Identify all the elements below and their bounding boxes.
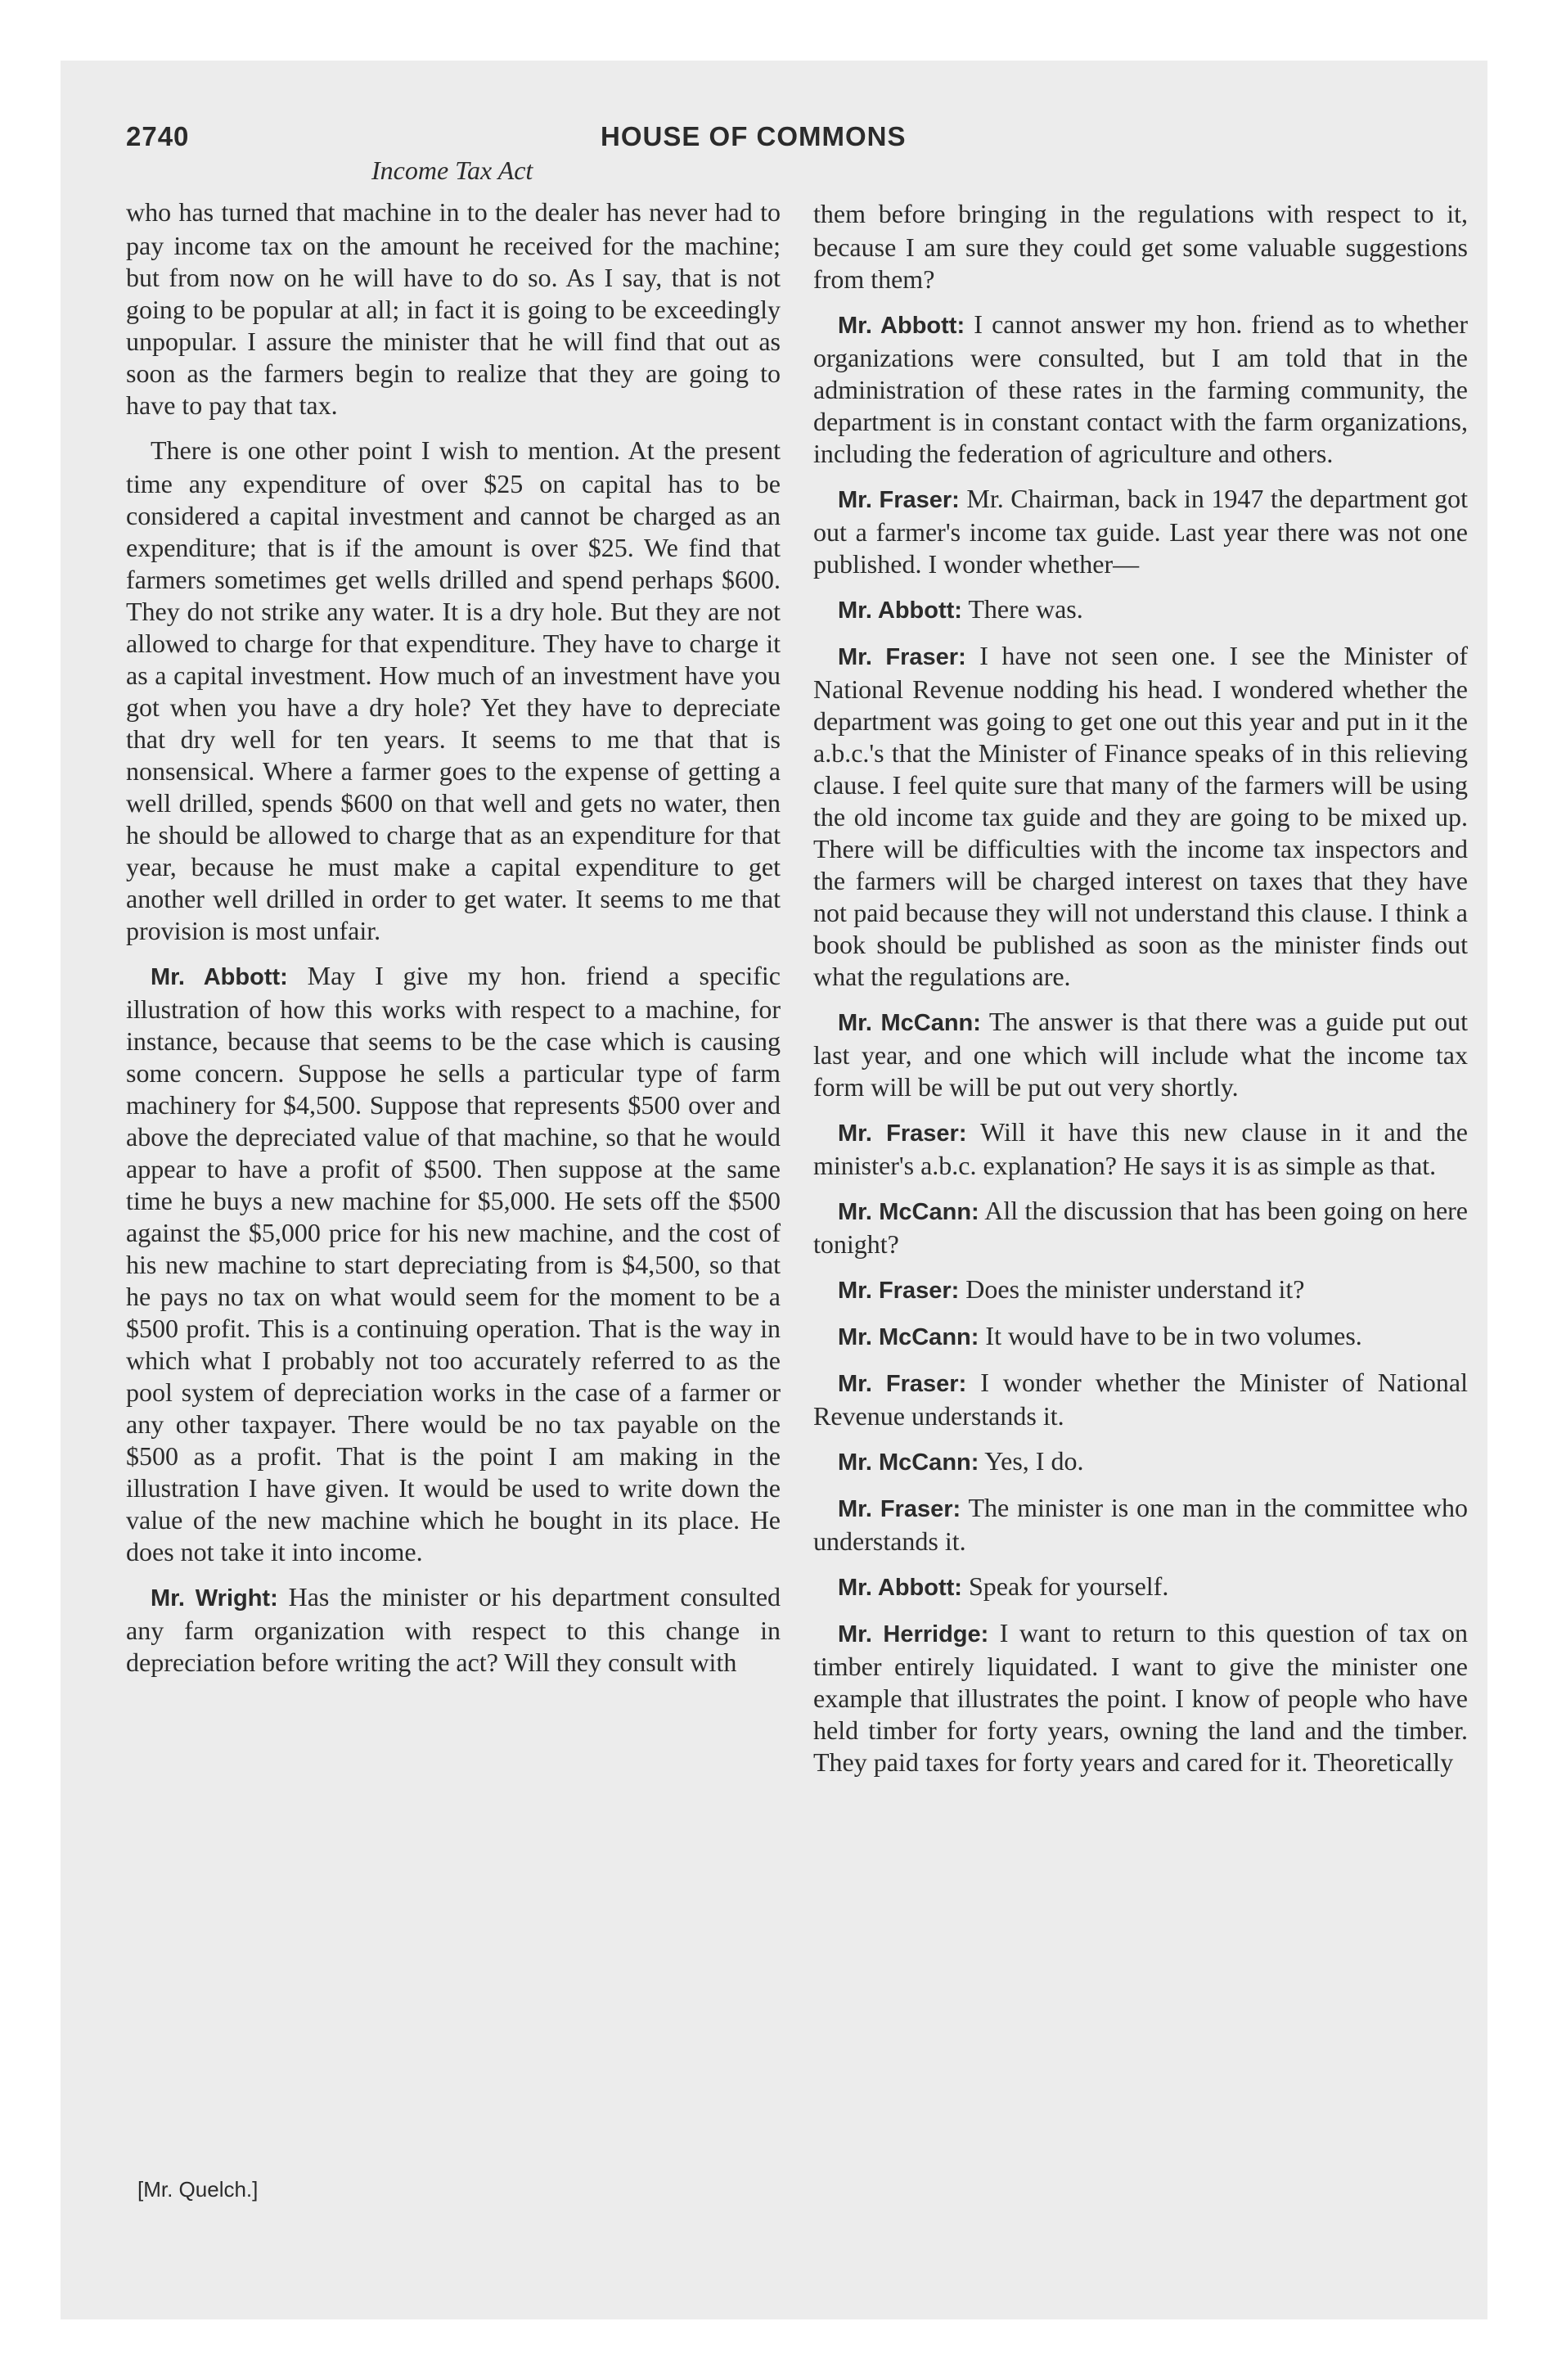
speaker-name: Mr. Abbott: [838,597,962,624]
paragraph-text: The answer is that there was a guide put out last year, and one which will include what the income tax form will be will be put out very shortly. [813,1007,1468,1102]
paragraph-text: Has the minister or his department consulted any farm organization with respect to this change in depreciation before writing the act? Will they consult with [126,1582,781,1677]
paragraph-text: All the discussion that has been going on here tonight? [813,1196,1469,1259]
speaker-name: Mr. Abbott: [151,964,288,990]
speaker-name: Mr. Abbott: [838,1575,962,1601]
paragraph-text: There is one other point I wish to mention. At the present time any expenditure of over $25 on capital has to be considered a capital investment and cannot be charged as an expenditure; that is if the amount is over $25. We find that farmers sometimes get wells drilled and spend perhaps $600. They do not strike any water. It is a dry hole. But they are not allowed to charge for that expenditure. They have to charge it as a capital investment. How much of an investment have you got when you have a dry hole? Yet they have to depreciate that dry well for ten years. It seems to me that that is nonsensical. Where a farmer goes to the expense of getting a well drilled, spends $600 on that well and gets no water, then he should be allowed to charge that as an expenditure for that year, because he must make a capital expenditure to get another well drilled in order to get water. It seems to me that provision is most unfair. [126,435,781,945]
speaker-name: Mr. Wright: [151,1585,278,1611]
paragraph [813,640,1468,993]
footer-speaker-note: [Mr. Quelch.] [137,2177,259,2202]
section-subhead: Income Tax Act [371,156,533,185]
paragraph-text: Mr. Chairman, back in 1947 the department got out a farmer's income tax guide. Last year there was not one published. I wonder whether— [813,484,1469,579]
right-column [813,198,1468,1792]
paragraph [813,483,1468,580]
paragraph [813,593,1468,627]
paragraph-text: The minister is one man in the committee who understands it. [813,1493,1468,1556]
speaker-name: Mr. Fraser: [838,1278,960,1304]
speaker-name: Mr. Fraser: [838,644,966,670]
paragraph-text: I have not seen one. I see the Minister of National Revenue nodding his head. I wondered whether the department was going to get one out this year and put in it the a.b.c.'s that the Minister of Finance speaks of in this relieving clause. I feel quite sure that many of the farmers will be using the old income tax guide and they are going to be mixed up. There will be difficulties with the income tax inspectors and the farmers will be charged interest on taxes that they have not paid because they will not understand this clause. I think a book should be published as soon as the minister finds out what the regulations are. [813,641,1468,991]
speaker-name: Mr. Herridge: [838,1621,989,1648]
speaker-name: Mr. Fraser: [838,1371,967,1397]
running-head: HOUSE OF COMMONS [601,121,907,151]
paragraph [813,1492,1468,1557]
speaker-name: Mr. McCann: [838,1449,979,1476]
paragraph [813,198,1468,295]
paragraph [813,1195,1468,1260]
speaker-name: Mr. Fraser: [838,1496,961,1522]
speaker-name: Mr. Abbott: [838,313,965,339]
paragraph-text: who has turned that machine in to the dealer has never had to pay income tax on the amount he received for the machine; but from now on he will have to do so. As I say, that is not going to be popular at all; in fact it is going to be exceedingly unpopular. I assure the minister that he will find that out as soon as the farmers begin to realize that they are going to have to pay that tax. [126,197,781,420]
paragraph-text: There was. [968,594,1083,624]
paragraph [126,435,781,947]
speaker-name: Mr. Fraser: [838,1120,967,1147]
paragraph [813,1571,1468,1604]
paragraph-text: It would have to be in two volumes. [985,1321,1362,1350]
paragraph-text: Will it have this new clause in it and the minister's a.b.c. explanation? He says it is as simple as that. [813,1117,1469,1180]
paragraph-text: Yes, I do. [984,1446,1084,1476]
paragraph [813,1320,1468,1354]
left-column [126,196,781,1692]
paragraph [813,1116,1468,1182]
paragraph [126,960,781,1568]
paragraph-text: May I give my hon. friend a specific illustration of how this works with respect to a machine, for instance, because that seems to be the case which is causing some concern. Suppose he sells a particular type of farm machinery for $4,500. Suppose that represents $500 over and above the depreciated value of that machine, so that he would appear to have a profit of $500. Then suppose at the same time he buys a new machine for $5,000. He sets off the $500 against the $5,000 price for his new machine, and the cost of his new machine to start depreciating from is $4,500, so that he pays no tax on what would seem for the moment to be a $500 profit. This is a continuing operation. That is the way in which what I probably not too accurately referred to as the pool system of depreciation works in the case of a farmer or any other taxpayer. There would be no tax payable on the $500 as a profit. That is the point I am making in the illustration I have given. It would be used to write down the value of the new machine which he bought in its place. He does not take it into income. [126,961,781,1566]
paragraph [813,309,1468,470]
speaker-name: Mr. Fraser: [838,487,960,513]
page-header [126,121,1468,160]
page-number: 2740 [126,121,190,151]
paragraph [813,1367,1468,1432]
speaker-name: Mr. McCann: [838,1010,981,1036]
paragraph-text: Does the minister understand it? [965,1274,1305,1304]
paragraph [126,196,781,421]
paragraph-text: I want to return to this question of tax on timber entirely liquidated. I want to give the minister one example that illustrates the point. I know of people who have held timber for forty years, owning the land and the timber. They paid taxes for forty years and cared for it. Theoretically [813,1618,1469,1777]
paragraph [813,1006,1468,1103]
paragraph [813,1617,1468,1778]
paragraph-text: Speak for yourself. [968,1571,1169,1601]
speaker-name: Mr. McCann: [838,1324,979,1350]
speaker-name: Mr. McCann: [838,1199,979,1225]
paragraph-text: I wonder whether the Minister of National Revenue understands it. [813,1368,1469,1431]
paragraph [813,1445,1468,1479]
paragraph-text: I cannot answer my hon. friend as to whether organizations were consulted, but I am told that in the administration of these rates in the farming community, the department is in constant contact with the farm organizations, including the federation of agriculture and others. [813,309,1468,468]
paragraph-text: them before bringing in the regulations with respect to it, because I am sure they could get some valuable suggestions from them? [813,199,1468,294]
paragraph [813,1273,1468,1307]
paragraph [126,1581,781,1679]
